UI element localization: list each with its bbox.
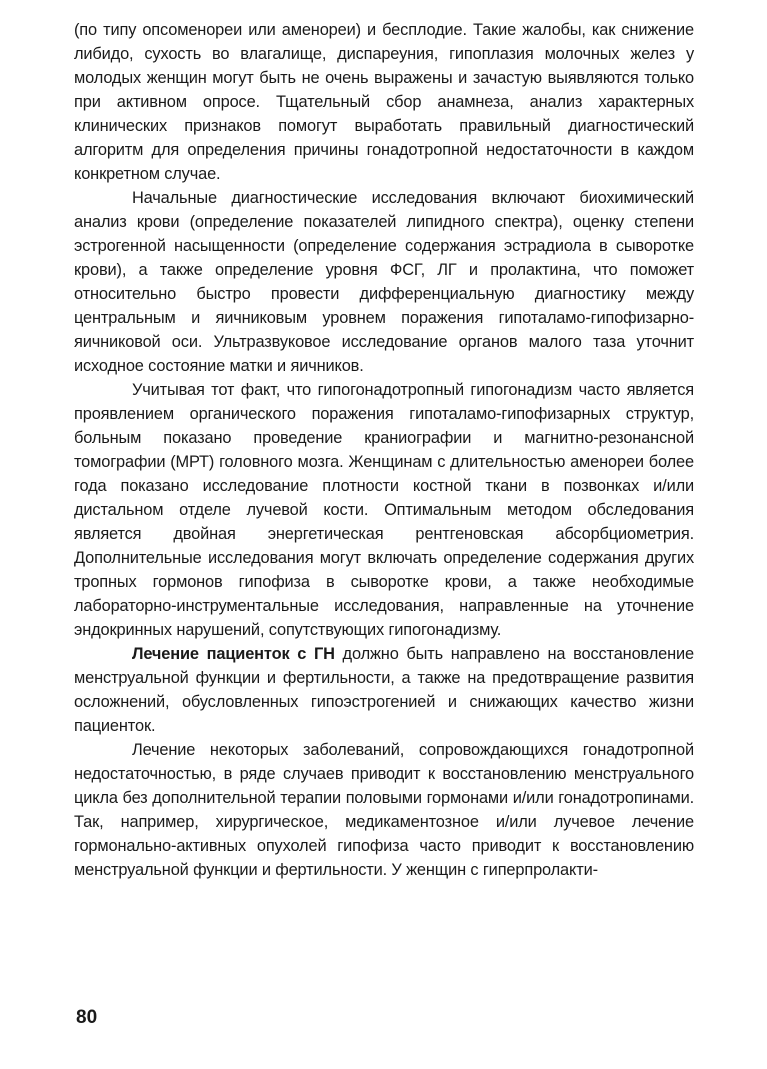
page-number: 80 [76, 1007, 98, 1028]
paragraph-initial-diagnostics [74, 186, 694, 378]
paragraph-disease-treatment [74, 738, 694, 882]
paragraph-treatment-goals-text: должно быть направлено на восстановление менструальной функции и фертильности, а также на предотвращение развития осложнений, обусловленных гипоэстрогенией и снижающих качество жизни пациенток. [74, 645, 694, 735]
paragraph-initial-diagnostics-text: Начальные диагностические исследования включают биохимический анализ крови (определение показателей липидного спектра), оценку степени эстрогенной насыщенности (определение содержания эстрадиола в сыворотке крови), а также определение уровня ФСГ, ЛГ и пролактина, что поможет относительно быстро провести дифференциальную диагностику между центральным и яичниковым уровнем поражения гипоталамо-гипофизарно-яичниковой оси. Ультразвуковое исследование органов малого таза уточнит исходное состояние матки и яичников. [74, 189, 694, 375]
paragraph-intro [74, 18, 694, 186]
treatment-heading: Лечение пациенток с ГН [132, 645, 335, 663]
paragraph-disease-treatment-text: Лечение некоторых заболеваний, сопровождающихся гонадотропной недостаточностью, в ряде случаев приводит к восстановлению менструального цикла без дополнительной терапии половыми гормонами и/или гонадотропинами. Так, например, хирургическое, медикаментозное и/или лучевое лечение гормонально-активных опухолей гипофиза часто приводит к восстановлению менструальной функции и фертильности. У женщин с гиперпролакти- [74, 741, 694, 879]
paragraph-treatment-goals [74, 642, 694, 738]
paragraph-hypogonadism-examination-text: Учитывая тот факт, что гипогонадотропный гипогонадизм часто является проявлением органического поражения гипоталамо-гипофизарных структур, больным показано проведение краниографии и магнитно-резонансной томографии (МРТ) головного мозга. Женщинам с длительностью аменореи более года показано исследование плотности костной ткани в позвонках и/или дистальном отделе лучевой кости. Оптимальным методом обследования является двойная энергетическая рентгеновская абсорбциометрия. Дополнительные исследования могут включать определение содержания других тропных гормонов гипофиза в сыворотке крови, а также необходимые лабораторно-инструментальные исследования, направленные на уточнение эндокринных нарушений, сопутствующих гипогонадизму. [74, 381, 694, 639]
paragraph-hypogonadism-examination [74, 378, 694, 642]
page-body [74, 18, 694, 882]
paragraph-intro-text: (по типу опсоменореи или аменореи) и бесплодие. Такие жалобы, как снижение либидо, сухость во влагалище, диспареуния, гипоплазия молочных желез у молодых женщин могут быть не очень выражены и зачастую выявляются только при активном опросе. Тщательный сбор анамнеза, анализ характерных клинических признаков помогут выработать правильный диагностический алгоритм для определения причины гонадотропной недостаточности в каждом конкретном случае. [74, 21, 694, 183]
